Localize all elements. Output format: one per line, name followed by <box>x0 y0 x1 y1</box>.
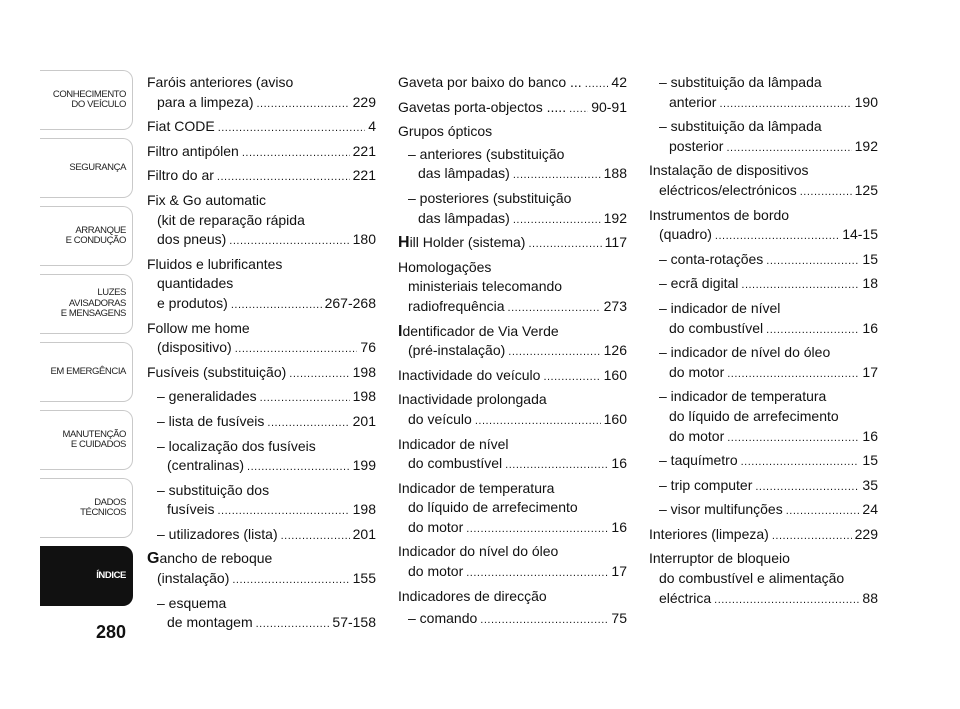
index-entry <box>147 166 376 188</box>
dot-leader <box>569 98 588 120</box>
index-entry-page: 75 <box>611 610 627 627</box>
index-entry <box>398 322 627 363</box>
index-entry <box>649 451 878 473</box>
index-entry-text: Interruptor de bloqueio <box>649 550 790 567</box>
dot-leader <box>267 412 349 434</box>
index-entry-page: 126 <box>603 342 627 359</box>
index-entry-text: posterior <box>669 137 724 154</box>
index-entry-text: Instalação de dispositivos <box>649 162 809 179</box>
index-entry <box>398 366 627 388</box>
index-entry-text: – visor multifunções <box>659 501 783 518</box>
index-entry-text: – conta-rotações <box>659 250 764 267</box>
index-entry-page: 221 <box>352 167 376 184</box>
index-entry <box>147 319 376 360</box>
dot-leader <box>466 562 608 584</box>
index-entry <box>147 142 376 164</box>
dot-leader <box>260 387 350 409</box>
index-entry-text: do líquido de arrefecimento <box>408 499 578 516</box>
index-entry <box>398 98 627 120</box>
dot-leader <box>727 363 859 385</box>
index-entry-text: do combustível e alimentação <box>659 570 845 587</box>
chapter-tab[interactable] <box>40 546 133 606</box>
index-entry <box>649 161 878 202</box>
dot-leader <box>242 142 350 164</box>
index-entry-page: 199 <box>352 457 376 474</box>
dot-leader <box>800 181 852 203</box>
index-entry-page: 16 <box>611 518 627 535</box>
index-entry <box>398 435 627 476</box>
index-column-3 <box>649 73 878 613</box>
index-entry-page: 198 <box>352 363 376 380</box>
index-entry-text: radiofrequência <box>408 297 505 314</box>
index-entry <box>649 250 878 272</box>
dot-leader <box>505 454 608 476</box>
index-entry-page: 35 <box>862 476 878 493</box>
index-entry <box>398 609 627 631</box>
index-entry-text: – indicador de nível <box>659 299 781 316</box>
index-entry-page: 16 <box>862 319 878 336</box>
index-entry-page: 76 <box>360 339 376 356</box>
index-entry <box>147 481 376 522</box>
index-entry-page: 198 <box>352 388 376 405</box>
dot-leader <box>218 117 366 139</box>
chapter-tab-label: DADOS TÉCNICOS <box>80 496 126 518</box>
index-entry <box>649 206 878 247</box>
dot-leader <box>508 297 601 319</box>
index-entry-text: (kit de reparação rápida <box>157 211 305 228</box>
index-entry <box>147 387 376 409</box>
index-entry-page: 57-158 <box>332 614 376 631</box>
dot-leader <box>741 274 859 296</box>
chapter-tab-label: ARRANQUE E CONDUÇÃO <box>65 224 126 246</box>
index-entry-text: – substituição dos <box>157 481 270 498</box>
dot-leader <box>217 166 350 188</box>
index-entry-page: 90-91 <box>591 98 627 115</box>
chapter-tab[interactable] <box>40 206 133 266</box>
index-entry-text: Gaveta por baixo do banco ... <box>398 74 582 90</box>
chapter-tab-label: LUZES AVISADORAS E MENSAGENS <box>60 287 126 320</box>
index-entry-text: Instrumentos de bordo <box>649 206 790 223</box>
index-entry-page: 4 <box>368 118 376 135</box>
index-entry-text: Indicador do nível do óleo <box>398 543 559 560</box>
index-entry-page: 17 <box>611 563 627 580</box>
dot-leader <box>543 366 600 388</box>
index-entry-text: do líquido de arrefecimento <box>669 407 839 424</box>
index-entry-page: 117 <box>604 234 627 251</box>
dot-leader <box>289 363 349 385</box>
index-entry-text: Filtro do ar <box>147 167 214 184</box>
chapter-tab[interactable] <box>40 410 133 470</box>
index-entry-text: – localização dos fusíveis <box>157 437 316 454</box>
index-entry-text: Hill Holder (sistema) <box>398 234 526 252</box>
chapter-tab[interactable] <box>40 478 133 538</box>
dot-leader <box>772 525 852 547</box>
dot-leader <box>786 500 860 522</box>
dot-leader <box>755 476 859 498</box>
index-entry <box>147 525 376 547</box>
index-entry-text: – trip computer <box>659 476 753 493</box>
index-entry-text: – generalidades <box>157 388 257 405</box>
index-entry-page: 155 <box>352 570 376 587</box>
index-entry-text: eléctrica <box>659 589 712 606</box>
index-entry-text: – anteriores (substituição <box>408 145 565 162</box>
index-entry-page: 16 <box>611 455 627 472</box>
index-entry-text: – indicador de temperatura <box>659 388 827 405</box>
index-entry-text: – taquímetro <box>659 452 738 469</box>
index-entry-page: 24 <box>862 501 878 518</box>
index-column-1 <box>147 73 376 638</box>
index-entry-page: 15 <box>862 250 878 267</box>
dot-leader <box>256 613 330 635</box>
index-entry-text: do combustível <box>408 455 503 472</box>
index-entry-text: para a limpeza) <box>157 93 254 110</box>
index-entry-text: – comando <box>408 610 478 627</box>
index-entry-text: (instalação) <box>157 570 230 587</box>
dot-leader <box>513 209 601 231</box>
index-entry-text: quantidades <box>157 275 234 292</box>
index-entry <box>649 299 878 340</box>
chapter-tab[interactable] <box>40 342 133 402</box>
dot-leader <box>231 294 322 316</box>
index-entry-page: 88 <box>862 589 878 606</box>
index-entry-text: Follow me home <box>147 319 250 336</box>
dot-leader <box>741 451 860 473</box>
dot-leader <box>528 233 601 255</box>
index-entry-text: e produtos) <box>157 294 228 311</box>
dot-leader <box>480 609 608 631</box>
dot-leader <box>513 164 601 186</box>
index-entry-text: Filtro antipólen <box>147 142 239 159</box>
index-entry <box>398 189 627 230</box>
page-number: 280 <box>96 622 127 642</box>
index-entry-text: de montagem <box>167 614 253 631</box>
index-entry <box>147 363 376 385</box>
index-entry-text: Inactividade prolongada <box>398 391 547 408</box>
index-entry <box>398 73 627 95</box>
index-entry <box>147 437 376 478</box>
index-entry-page: 273 <box>603 297 627 314</box>
chapter-tab-label: MANUTENÇÃO E CUIDADOS <box>62 428 126 450</box>
index-entry-page: 160 <box>603 366 627 383</box>
index-entry-text: anterior <box>669 93 717 110</box>
index-entry <box>147 594 376 635</box>
index-entry-page: 188 <box>603 165 627 182</box>
index-entry-page: 267-268 <box>324 294 376 311</box>
dot-leader <box>715 225 839 247</box>
index-entry <box>147 549 376 590</box>
index-entry-text: Inactividade do veículo <box>398 366 541 383</box>
dot-leader <box>257 93 350 115</box>
index-entry-text: (pré-instalação) <box>408 342 506 359</box>
index-entry-page: 180 <box>352 231 376 248</box>
index-entry-text: Fusíveis (substituição) <box>147 363 287 380</box>
index-column-2 <box>398 73 627 634</box>
index-entry <box>398 390 627 431</box>
index-entry-text: Fluidos e lubrificantes <box>147 255 283 272</box>
index-entry-text: do motor <box>408 518 464 535</box>
dot-leader <box>466 518 608 540</box>
index-entry-text: – esquema <box>157 594 227 611</box>
index-entry-page: 192 <box>603 209 627 226</box>
dot-leader <box>714 589 859 611</box>
index-entry-text: do motor <box>408 563 464 580</box>
dot-leader <box>217 500 349 522</box>
index-entry-text: Gancho de reboque <box>147 550 273 568</box>
index-entry-text: fusíveis <box>167 501 215 518</box>
index-entry-page: 125 <box>854 181 878 198</box>
index-entry-text: Indicador de temperatura <box>398 479 555 496</box>
index-entry <box>398 122 627 142</box>
index-entry-page: 42 <box>611 74 627 90</box>
dot-leader <box>719 93 851 115</box>
index-entry <box>398 145 627 186</box>
chapter-tab-label: ÍNDICE <box>96 569 126 581</box>
dot-leader <box>247 456 350 478</box>
index-entry <box>398 258 627 319</box>
index-entry-text: – utilizadores (lista) <box>157 525 278 542</box>
index-entry <box>649 343 878 384</box>
index-entry-text: (quadro) <box>659 226 712 243</box>
index-entry <box>649 387 878 448</box>
index-entry <box>649 500 878 522</box>
dot-leader <box>727 427 859 449</box>
index-entry-page: 229 <box>854 525 878 542</box>
dot-leader <box>475 410 601 432</box>
index-entry <box>147 412 376 434</box>
index-entry-text: ministeriais telecomando <box>408 278 563 295</box>
index-entry-text: do veículo <box>408 410 472 427</box>
index-entry-page: 17 <box>862 363 878 380</box>
index-entry-text: Fiat CODE <box>147 118 215 135</box>
index-entry-text: – substituição da lâmpada <box>659 74 822 90</box>
dot-leader <box>585 73 609 95</box>
index-entry-text: do combustível <box>669 319 764 336</box>
index-entry-text: Indicadores de direcção <box>398 587 547 604</box>
dot-leader <box>232 569 349 591</box>
index-entry-text: Fix & Go automatic <box>147 191 267 208</box>
index-entry-page: 221 <box>352 142 376 159</box>
index-entry-text: – posteriores (substituição <box>408 189 572 206</box>
index-entry-text: Gavetas porta-objectos ..... <box>398 98 567 115</box>
dot-leader <box>229 230 349 252</box>
index-entry-text: das lâmpadas) <box>418 165 510 182</box>
index-entry-text: (centralinas) <box>167 457 245 474</box>
index-entry-text: Identificador de Via Verde <box>398 322 559 340</box>
index-entry-text: dos pneus) <box>157 231 227 248</box>
index-entry-text: Homologações <box>398 258 492 275</box>
chapter-tab[interactable] <box>40 138 133 198</box>
index-entry <box>649 117 878 158</box>
index-entry <box>649 525 878 547</box>
dot-leader <box>726 137 851 159</box>
chapter-tab[interactable] <box>40 274 133 334</box>
index-entry <box>649 476 878 498</box>
dot-leader <box>508 341 600 363</box>
index-entry-page: 198 <box>352 501 376 518</box>
index-entry <box>649 73 878 114</box>
index-entry <box>649 274 878 296</box>
chapter-tab-label: CONHECIMENTO DO VEÍCULO <box>52 88 126 110</box>
index-entry <box>147 191 376 252</box>
index-entry-text: eléctricos/electrónicos <box>659 181 797 198</box>
index-entry <box>398 479 627 540</box>
index-entry-page: 201 <box>352 412 376 429</box>
index-entry <box>147 255 376 316</box>
index-entry-text: do motor <box>669 363 725 380</box>
dot-leader <box>281 525 350 547</box>
index-entry <box>147 73 376 114</box>
index-entry-text: Faróis anteriores (aviso <box>147 74 294 90</box>
index-entry-page: 190 <box>854 93 878 110</box>
index-entry-page: 15 <box>862 452 878 469</box>
index-entry <box>398 233 627 255</box>
dot-leader <box>766 319 859 341</box>
index-entry-text: do motor <box>669 427 725 444</box>
index-entry <box>398 542 627 583</box>
index-entry-text: – indicador de nível do óleo <box>659 344 831 361</box>
index-entry-text: Indicador de nível <box>398 435 509 452</box>
index-entry-text: (dispositivo) <box>157 339 232 356</box>
index-entry-text: – lista de fusíveis <box>157 412 265 429</box>
chapter-tabs <box>40 70 133 614</box>
index-entry-text: – substituição da lâmpada <box>659 118 822 135</box>
dot-leader <box>235 338 358 360</box>
index-entry-page: 229 <box>352 93 376 110</box>
chapter-tab-label: EM EMERGÊNCIA <box>50 365 126 377</box>
index-entry <box>649 549 878 610</box>
index-entry-page: 18 <box>862 275 878 292</box>
index-entry-text: – ecrã digital <box>659 275 739 292</box>
index-entry-page: 201 <box>352 525 376 542</box>
index-entry-text: Interiores (limpeza) <box>649 525 769 542</box>
index-entry-page: 160 <box>603 410 627 427</box>
index-entry-page: 192 <box>854 137 878 154</box>
chapter-tab-label: SEGURANÇA <box>69 161 126 173</box>
index-entry-page: 14-15 <box>842 226 878 243</box>
index-entry-text: Grupos ópticos <box>398 123 493 140</box>
dot-leader <box>766 250 859 272</box>
chapter-tab[interactable] <box>40 70 133 130</box>
index-entry-page: 16 <box>862 427 878 444</box>
index-entry <box>147 117 376 139</box>
index-entry-text: das lâmpadas) <box>418 209 510 226</box>
index-entry <box>398 587 627 607</box>
